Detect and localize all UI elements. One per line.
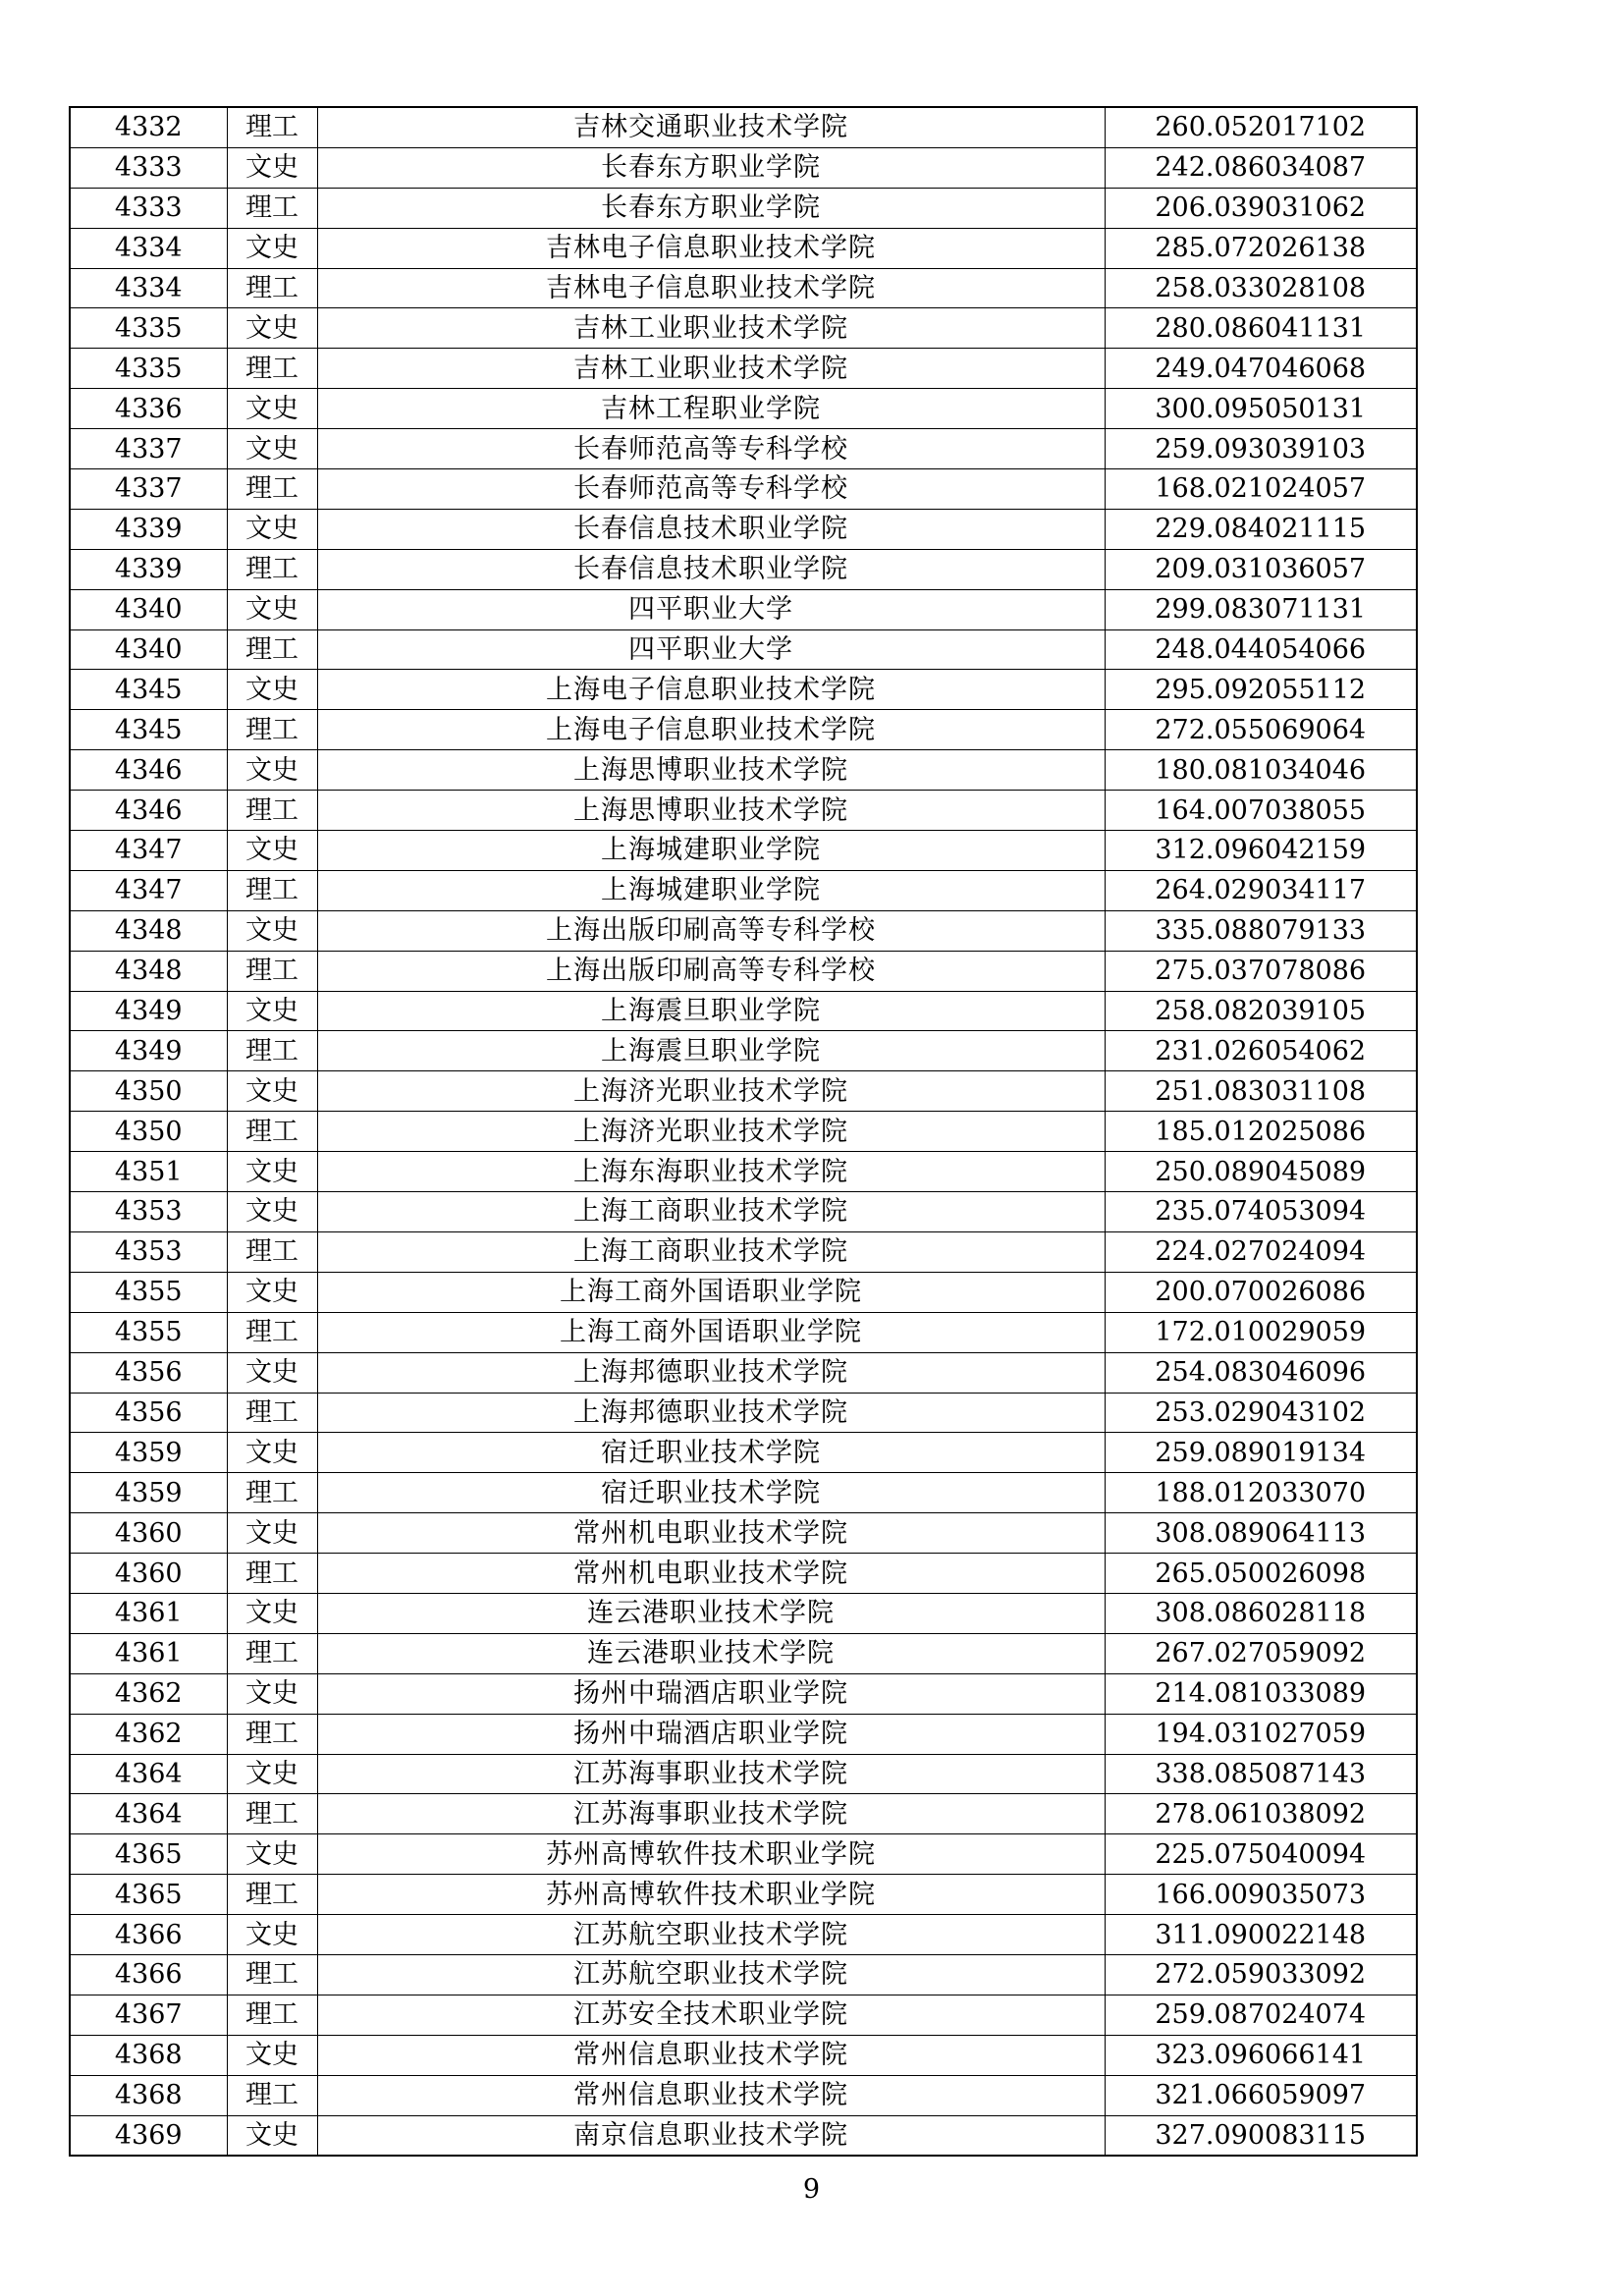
code-cell: 4353 [70,1231,227,1272]
code-cell: 4359 [70,1473,227,1513]
school-name-cell: 吉林电子信息职业技术学院 [317,268,1105,308]
school-name-cell: 上海城建职业学院 [317,831,1105,871]
category-cell: 文史 [227,1071,317,1112]
code-cell: 4335 [70,308,227,349]
school-name-cell: 江苏航空职业技术学院 [317,1915,1105,1955]
category-cell: 文史 [227,389,317,429]
category-cell: 文史 [227,1834,317,1875]
category-cell: 文史 [227,991,317,1031]
school-name-cell: 扬州中瑞酒店职业学院 [317,1714,1105,1754]
category-cell: 理工 [227,1714,317,1754]
code-cell: 4361 [70,1633,227,1673]
category-cell: 理工 [227,791,317,831]
school-name-cell: 江苏航空职业技术学院 [317,1954,1105,1995]
table-row [70,389,1417,429]
category-cell: 理工 [227,107,317,147]
school-name-cell: 长春师范高等专科学校 [317,469,1105,510]
score-cell: 235.074053094 [1105,1192,1417,1232]
category-cell: 理工 [227,1633,317,1673]
school-name-cell: 上海济光职业技术学院 [317,1071,1105,1112]
category-cell: 理工 [227,870,317,910]
school-name-cell: 上海工商外国语职业学院 [317,1272,1105,1312]
category-cell: 理工 [227,549,317,589]
table-row [70,1673,1417,1714]
category-cell: 理工 [227,1954,317,1995]
category-cell: 文史 [227,1272,317,1312]
table-row [70,2115,1417,2156]
score-cell: 209.031036057 [1105,549,1417,589]
school-name-cell: 上海东海职业技术学院 [317,1152,1105,1192]
score-cell: 259.087024074 [1105,1995,1417,2035]
table-row [70,268,1417,308]
category-cell: 文史 [227,2115,317,2156]
code-cell: 4347 [70,870,227,910]
table-row [70,750,1417,791]
school-name-cell: 长春信息技术职业学院 [317,509,1105,549]
code-cell: 4368 [70,2035,227,2075]
code-cell: 4361 [70,1593,227,1633]
score-cell: 259.089019134 [1105,1433,1417,1473]
category-cell: 文史 [227,147,317,188]
code-cell: 4364 [70,1794,227,1834]
table-row [70,147,1417,188]
score-cell: 258.033028108 [1105,268,1417,308]
score-cell: 295.092055112 [1105,670,1417,710]
category-cell: 文史 [227,308,317,349]
school-name-cell: 宿迁职业技术学院 [317,1473,1105,1513]
score-cell: 180.081034046 [1105,750,1417,791]
code-cell: 4349 [70,1031,227,1071]
code-cell: 4334 [70,228,227,268]
code-cell: 4355 [70,1312,227,1352]
score-cell: 254.083046096 [1105,1352,1417,1393]
code-cell: 4359 [70,1433,227,1473]
score-cell: 299.083071131 [1105,589,1417,629]
school-name-cell: 吉林电子信息职业技术学院 [317,228,1105,268]
table-row [70,1554,1417,1594]
table-row [70,629,1417,670]
category-cell: 理工 [227,1031,317,1071]
category-cell: 理工 [227,1995,317,2035]
code-cell: 4346 [70,791,227,831]
table-row [70,469,1417,510]
school-name-cell: 上海邦德职业技术学院 [317,1393,1105,1433]
score-cell: 312.096042159 [1105,831,1417,871]
school-name-cell: 上海工商职业技术学院 [317,1192,1105,1232]
score-cell: 321.066059097 [1105,2075,1417,2115]
table-row [70,710,1417,750]
category-cell: 文史 [227,1352,317,1393]
table-row [70,1954,1417,1995]
school-name-cell: 扬州中瑞酒店职业学院 [317,1673,1105,1714]
code-cell: 4356 [70,1393,227,1433]
code-cell: 4362 [70,1673,227,1714]
score-cell: 172.010029059 [1105,1312,1417,1352]
school-name-cell: 江苏海事职业技术学院 [317,1754,1105,1794]
school-name-cell: 上海思博职业技术学院 [317,791,1105,831]
school-name-cell: 长春师范高等专科学校 [317,429,1105,469]
category-cell: 理工 [227,1554,317,1594]
code-cell: 4348 [70,910,227,951]
score-cell: 285.072026138 [1105,228,1417,268]
score-cell: 264.029034117 [1105,870,1417,910]
school-name-cell: 上海震旦职业学院 [317,1031,1105,1071]
table-row [70,1593,1417,1633]
table-row [70,1393,1417,1433]
score-cell: 267.027059092 [1105,1633,1417,1673]
table-row [70,1112,1417,1152]
school-name-cell: 常州信息职业技术学院 [317,2035,1105,2075]
table-row [70,831,1417,871]
code-cell: 4355 [70,1272,227,1312]
category-cell: 理工 [227,629,317,670]
score-table [69,106,1418,2157]
code-cell: 4333 [70,147,227,188]
school-name-cell: 上海出版印刷高等专科学校 [317,951,1105,991]
score-cell: 323.096066141 [1105,2035,1417,2075]
score-cell: 224.027024094 [1105,1231,1417,1272]
score-table-body [70,107,1417,2156]
school-name-cell: 江苏安全技术职业学院 [317,1995,1105,2035]
school-name-cell: 连云港职业技术学院 [317,1593,1105,1633]
code-cell: 4365 [70,1875,227,1915]
score-cell: 308.089064113 [1105,1513,1417,1554]
category-cell: 理工 [227,2075,317,2115]
score-cell: 265.050026098 [1105,1554,1417,1594]
table-row [70,349,1417,389]
school-name-cell: 连云港职业技术学院 [317,1633,1105,1673]
table-row [70,1714,1417,1754]
school-name-cell: 南京信息职业技术学院 [317,2115,1105,2156]
category-cell: 文史 [227,1915,317,1955]
school-name-cell: 宿迁职业技术学院 [317,1433,1105,1473]
score-cell: 338.085087143 [1105,1754,1417,1794]
category-cell: 理工 [227,1112,317,1152]
table-row [70,2075,1417,2115]
school-name-cell: 长春东方职业学院 [317,188,1105,228]
score-cell: 214.081033089 [1105,1673,1417,1714]
table-row [70,1433,1417,1473]
category-cell: 文史 [227,1433,317,1473]
code-cell: 4360 [70,1554,227,1594]
score-cell: 259.093039103 [1105,429,1417,469]
school-name-cell: 上海济光职业技术学院 [317,1112,1105,1152]
table-row [70,228,1417,268]
code-cell: 4366 [70,1954,227,1995]
score-cell: 250.089045089 [1105,1152,1417,1192]
category-cell: 文史 [227,1754,317,1794]
code-cell: 4364 [70,1754,227,1794]
score-cell: 308.086028118 [1105,1593,1417,1633]
code-cell: 4366 [70,1915,227,1955]
school-name-cell: 吉林工业职业技术学院 [317,349,1105,389]
school-name-cell: 常州信息职业技术学院 [317,2075,1105,2115]
category-cell: 理工 [227,1312,317,1352]
table-row [70,1834,1417,1875]
score-cell: 258.082039105 [1105,991,1417,1031]
code-cell: 4337 [70,469,227,510]
code-cell: 4368 [70,2075,227,2115]
school-name-cell: 四平职业大学 [317,589,1105,629]
category-cell: 文史 [227,1673,317,1714]
school-name-cell: 常州机电职业技术学院 [317,1554,1105,1594]
category-cell: 文史 [227,228,317,268]
table-row [70,1875,1417,1915]
score-cell: 260.052017102 [1105,107,1417,147]
school-name-cell: 苏州高博软件技术职业学院 [317,1834,1105,1875]
school-name-cell: 吉林工程职业学院 [317,389,1105,429]
table-row [70,1231,1417,1272]
category-cell: 文史 [227,831,317,871]
table-row [70,1754,1417,1794]
table-row [70,1473,1417,1513]
code-cell: 4362 [70,1714,227,1754]
school-name-cell: 常州机电职业技术学院 [317,1513,1105,1554]
table-row [70,589,1417,629]
score-cell: 272.059033092 [1105,1954,1417,1995]
category-cell: 理工 [227,188,317,228]
code-cell: 4351 [70,1152,227,1192]
code-cell: 4365 [70,1834,227,1875]
school-name-cell: 长春东方职业学院 [317,147,1105,188]
code-cell: 4333 [70,188,227,228]
category-cell: 理工 [227,1231,317,1272]
table-row [70,429,1417,469]
school-name-cell: 上海工商职业技术学院 [317,1231,1105,1272]
score-cell: 225.075040094 [1105,1834,1417,1875]
score-cell: 248.044054066 [1105,629,1417,670]
code-cell: 4356 [70,1352,227,1393]
score-cell: 200.070026086 [1105,1272,1417,1312]
code-cell: 4353 [70,1192,227,1232]
school-name-cell: 上海震旦职业学院 [317,991,1105,1031]
score-cell: 206.039031062 [1105,188,1417,228]
table-row [70,1915,1417,1955]
table-row [70,549,1417,589]
table-row [70,991,1417,1031]
table-row [70,107,1417,147]
category-cell: 文史 [227,509,317,549]
category-cell: 文史 [227,1192,317,1232]
table-row [70,951,1417,991]
school-name-cell: 上海工商外国语职业学院 [317,1312,1105,1352]
score-cell: 229.084021115 [1105,509,1417,549]
table-row [70,1071,1417,1112]
category-cell: 理工 [227,1794,317,1834]
code-cell: 4345 [70,670,227,710]
category-cell: 文史 [227,589,317,629]
score-cell: 272.055069064 [1105,710,1417,750]
code-cell: 4346 [70,750,227,791]
code-cell: 4350 [70,1112,227,1152]
code-cell: 4340 [70,629,227,670]
table-row [70,1995,1417,2035]
table-row [70,1192,1417,1232]
category-cell: 理工 [227,349,317,389]
code-cell: 4336 [70,389,227,429]
code-cell: 4347 [70,831,227,871]
table-row [70,1031,1417,1071]
table-row [70,2035,1417,2075]
score-cell: 166.009035073 [1105,1875,1417,1915]
table-row [70,1272,1417,1312]
category-cell: 文史 [227,1152,317,1192]
score-cell: 231.026054062 [1105,1031,1417,1071]
table-row [70,670,1417,710]
table-row [70,1352,1417,1393]
code-cell: 4339 [70,549,227,589]
code-cell: 4367 [70,1995,227,2035]
school-name-cell: 上海出版印刷高等专科学校 [317,910,1105,951]
score-cell: 251.083031108 [1105,1071,1417,1112]
category-cell: 文史 [227,750,317,791]
table-row [70,509,1417,549]
score-cell: 280.086041131 [1105,308,1417,349]
code-cell: 4360 [70,1513,227,1554]
school-name-cell: 苏州高博软件技术职业学院 [317,1875,1105,1915]
category-cell: 理工 [227,1875,317,1915]
score-cell: 185.012025086 [1105,1112,1417,1152]
table-row [70,308,1417,349]
school-name-cell: 上海邦德职业技术学院 [317,1352,1105,1393]
category-cell: 理工 [227,268,317,308]
category-cell: 理工 [227,1393,317,1433]
table-row [70,1633,1417,1673]
code-cell: 4369 [70,2115,227,2156]
table-row [70,870,1417,910]
school-name-cell: 吉林工业职业技术学院 [317,308,1105,349]
category-cell: 文史 [227,670,317,710]
score-cell: 164.007038055 [1105,791,1417,831]
table-row [70,1794,1417,1834]
code-cell: 4349 [70,991,227,1031]
code-cell: 4340 [70,589,227,629]
category-cell: 文史 [227,1513,317,1554]
code-cell: 4345 [70,710,227,750]
table-row [70,910,1417,951]
score-cell: 188.012033070 [1105,1473,1417,1513]
school-name-cell: 上海思博职业技术学院 [317,750,1105,791]
category-cell: 文史 [227,429,317,469]
code-cell: 4332 [70,107,227,147]
code-cell: 4337 [70,429,227,469]
table-row [70,1312,1417,1352]
school-name-cell: 上海城建职业学院 [317,870,1105,910]
score-cell: 327.090083115 [1105,2115,1417,2156]
category-cell: 理工 [227,1473,317,1513]
school-name-cell: 上海电子信息职业技术学院 [317,670,1105,710]
category-cell: 理工 [227,469,317,510]
score-cell: 300.095050131 [1105,389,1417,429]
category-cell: 文史 [227,910,317,951]
school-name-cell: 江苏海事职业技术学院 [317,1794,1105,1834]
code-cell: 4334 [70,268,227,308]
score-cell: 253.029043102 [1105,1393,1417,1433]
school-name-cell: 上海电子信息职业技术学院 [317,710,1105,750]
table-row [70,1152,1417,1192]
table-row [70,188,1417,228]
page-number: 9 [802,2174,821,2205]
category-cell: 文史 [227,1593,317,1633]
score-cell: 335.088079133 [1105,910,1417,951]
score-cell: 242.086034087 [1105,147,1417,188]
score-cell: 168.021024057 [1105,469,1417,510]
school-name-cell: 四平职业大学 [317,629,1105,670]
code-cell: 4339 [70,509,227,549]
score-cell: 275.037078086 [1105,951,1417,991]
school-name-cell: 长春信息技术职业学院 [317,549,1105,589]
school-name-cell: 吉林交通职业技术学院 [317,107,1105,147]
code-cell: 4350 [70,1071,227,1112]
category-cell: 理工 [227,710,317,750]
category-cell: 文史 [227,2035,317,2075]
table-row [70,1513,1417,1554]
score-cell: 194.031027059 [1105,1714,1417,1754]
score-cell: 311.090022148 [1105,1915,1417,1955]
score-cell: 249.047046068 [1105,349,1417,389]
code-cell: 4348 [70,951,227,991]
category-cell: 理工 [227,951,317,991]
score-cell: 278.061038092 [1105,1794,1417,1834]
code-cell: 4335 [70,349,227,389]
table-row [70,791,1417,831]
